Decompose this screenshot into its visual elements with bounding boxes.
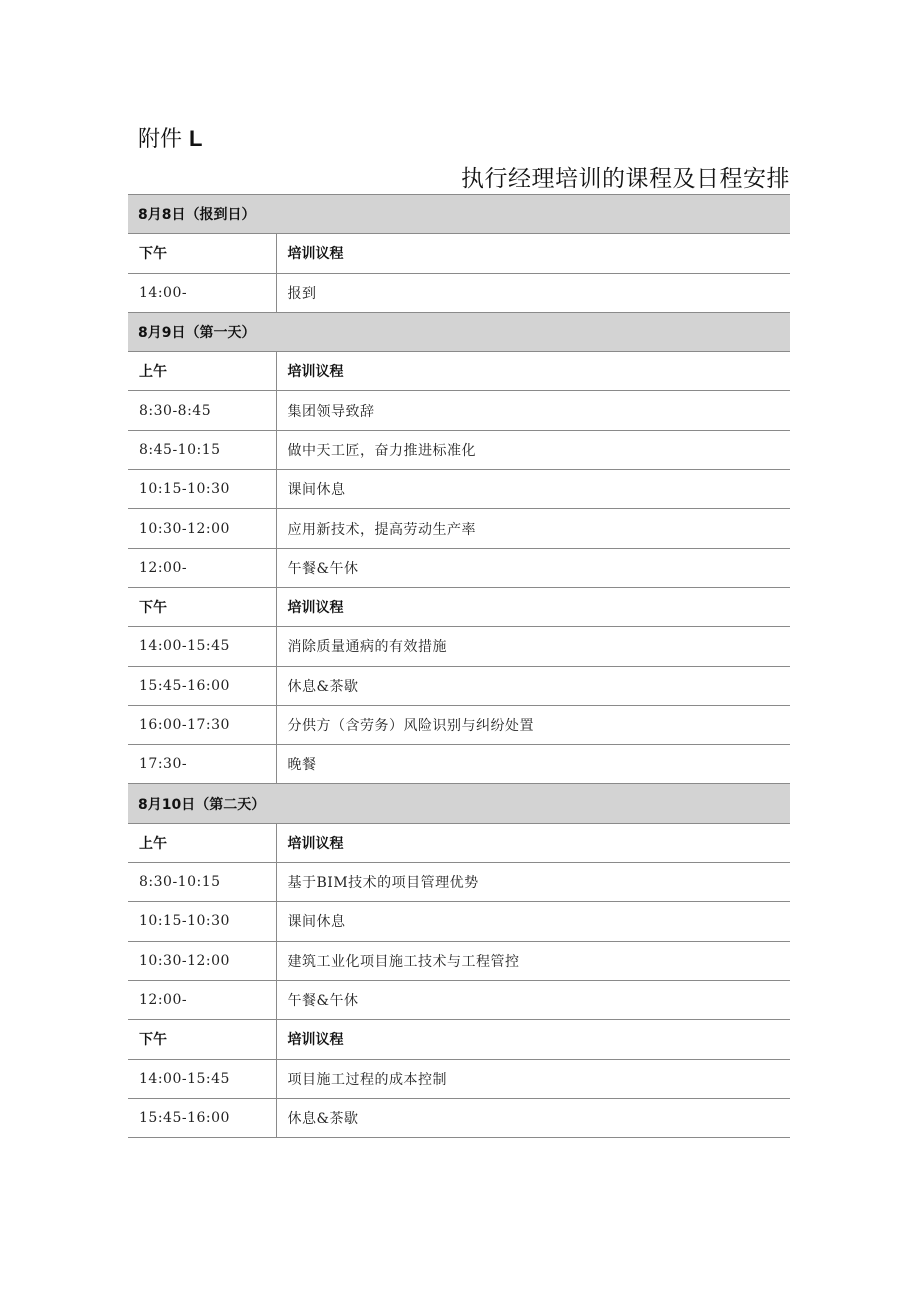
agenda-row xyxy=(128,627,790,666)
agenda-row xyxy=(128,666,790,705)
agenda-cell: 消除质量通病的有效措施 xyxy=(276,627,790,666)
document-title: 执行经理培训的课程及日程安排 xyxy=(461,166,790,192)
session-period: 下午 xyxy=(128,1020,276,1059)
agenda-cell: 基于BIM技术的项目管理优势 xyxy=(276,863,790,902)
agenda-cell: 午餐&午休 xyxy=(276,980,790,1019)
time-cell: 17:30- xyxy=(128,745,276,784)
day-label: 8月8日（报到日） xyxy=(128,195,790,234)
day-label: 8月9日（第一天） xyxy=(128,312,790,351)
agenda-cell: 晚餐 xyxy=(276,745,790,784)
time-cell: 10:30-12:00 xyxy=(128,509,276,548)
agenda-column-header: 培训议程 xyxy=(276,1020,790,1059)
agenda-cell: 休息&茶歇 xyxy=(276,666,790,705)
agenda-cell: 集团领导致辞 xyxy=(276,391,790,430)
agenda-cell: 建筑工业化项目施工技术与工程管控 xyxy=(276,941,790,980)
agenda-cell: 午餐&午休 xyxy=(276,548,790,587)
agenda-row xyxy=(128,1059,790,1098)
attachment-heading xyxy=(138,122,202,153)
session-period: 下午 xyxy=(128,234,276,273)
agenda-column-header: 培训议程 xyxy=(276,823,790,862)
agenda-cell: 分供方（含劳务）风险识别与纠纷处置 xyxy=(276,705,790,744)
agenda-row xyxy=(128,391,790,430)
agenda-cell: 报到 xyxy=(276,273,790,312)
agenda-row xyxy=(128,980,790,1019)
agenda-row xyxy=(128,273,790,312)
time-cell: 8:30-10:15 xyxy=(128,863,276,902)
time-cell: 10:15-10:30 xyxy=(128,902,276,941)
session-period: 下午 xyxy=(128,587,276,626)
day-header-row xyxy=(128,195,790,234)
agenda-cell: 项目施工过程的成本控制 xyxy=(276,1059,790,1098)
time-cell: 8:30-8:45 xyxy=(128,391,276,430)
agenda-cell: 课间休息 xyxy=(276,470,790,509)
agenda-column-header: 培训议程 xyxy=(276,587,790,626)
session-header-row xyxy=(128,1020,790,1059)
time-cell: 14:00-15:45 xyxy=(128,627,276,666)
time-cell: 8:45-10:15 xyxy=(128,430,276,469)
session-header-row xyxy=(128,587,790,626)
time-cell: 15:45-16:00 xyxy=(128,666,276,705)
session-period: 上午 xyxy=(128,352,276,391)
session-header-row xyxy=(128,352,790,391)
session-header-row xyxy=(128,823,790,862)
session-header-row xyxy=(128,234,790,273)
time-cell: 10:15-10:30 xyxy=(128,470,276,509)
agenda-row xyxy=(128,902,790,941)
schedule-table xyxy=(128,194,790,1138)
day-header-row xyxy=(128,312,790,351)
agenda-row xyxy=(128,863,790,902)
time-cell: 12:00- xyxy=(128,980,276,1019)
schedule-body xyxy=(128,195,790,1138)
agenda-row xyxy=(128,548,790,587)
agenda-cell: 应用新技术，提高劳动生产率 xyxy=(276,509,790,548)
attachment-number: L xyxy=(189,126,203,151)
time-cell: 16:00-17:30 xyxy=(128,705,276,744)
agenda-row xyxy=(128,745,790,784)
day-label: 8月10日（第二天） xyxy=(128,784,790,823)
day-header-row xyxy=(128,784,790,823)
time-cell: 10:30-12:00 xyxy=(128,941,276,980)
agenda-row xyxy=(128,1098,790,1137)
agenda-row xyxy=(128,705,790,744)
agenda-row xyxy=(128,430,790,469)
agenda-cell: 课间休息 xyxy=(276,902,790,941)
agenda-row xyxy=(128,509,790,548)
time-cell: 15:45-16:00 xyxy=(128,1098,276,1137)
agenda-row xyxy=(128,941,790,980)
time-cell: 14:00-15:45 xyxy=(128,1059,276,1098)
agenda-cell: 休息&茶歇 xyxy=(276,1098,790,1137)
time-cell: 12:00- xyxy=(128,548,276,587)
agenda-column-header: 培训议程 xyxy=(276,234,790,273)
agenda-column-header: 培训议程 xyxy=(276,352,790,391)
agenda-row xyxy=(128,470,790,509)
time-cell: 14:00- xyxy=(128,273,276,312)
agenda-cell: 做中天工匠，奋力推进标准化 xyxy=(276,430,790,469)
attachment-label: 附件 xyxy=(138,127,183,152)
session-period: 上午 xyxy=(128,823,276,862)
